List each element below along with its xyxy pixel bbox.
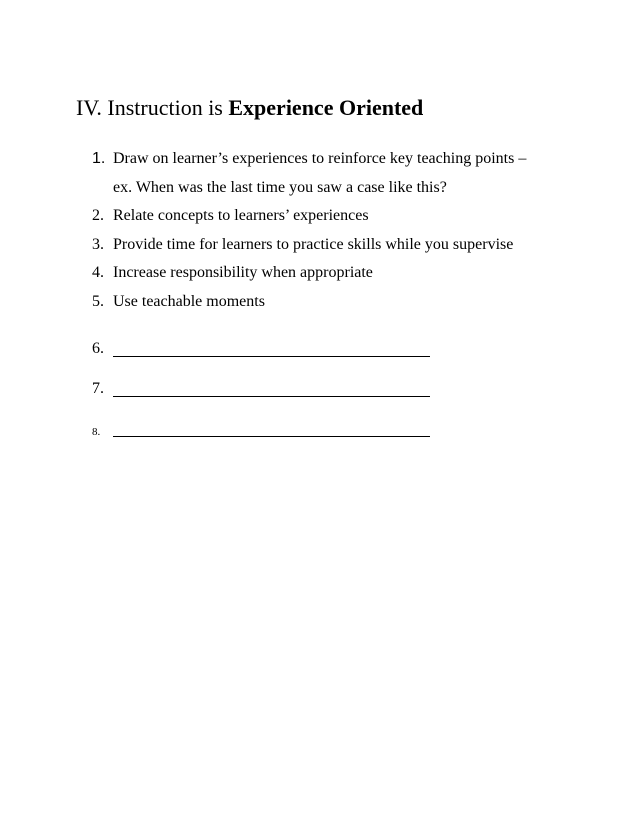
list-item-text: Provide time for learners to practice skills while you supervise — [113, 236, 514, 253]
list-item-text: Draw on learner’s experiences to reinforce key teaching points – — [113, 150, 527, 167]
fill-in-blank-line — [113, 356, 430, 357]
list-item-continuation: ex. When was the last time you saw a case like this? — [113, 179, 447, 196]
list-item — [92, 292, 265, 312]
list-item-number: 3. — [92, 236, 104, 253]
fill-in-blank-line — [113, 396, 430, 397]
list-item-text: Relate concepts to learners’ experiences — [113, 207, 369, 224]
list-item-number: 5. — [92, 293, 104, 310]
list-item — [92, 263, 373, 283]
list-item-number: 2. — [92, 207, 104, 224]
blank-list-item — [92, 378, 432, 400]
list-item — [92, 149, 526, 169]
list-item-number: 1. — [92, 150, 106, 167]
blank-list-item — [92, 338, 432, 360]
list-item — [92, 235, 513, 255]
list-item-number: 7. — [92, 380, 104, 397]
fill-in-blank-line — [113, 436, 430, 437]
heading-prefix: IV. Instruction is — [76, 95, 229, 120]
list-item-text: Use teachable moments — [113, 293, 265, 310]
list-item-number: 8. — [92, 426, 101, 438]
list-item-number: 4. — [92, 264, 104, 281]
list-item-text: Increase responsibility when appropriate — [113, 264, 373, 281]
list-item-number: 6. — [92, 340, 104, 357]
heading-bold-text: Experience Oriented — [228, 95, 424, 120]
blank-list-item — [92, 418, 432, 440]
section-heading — [76, 94, 423, 122]
list-item — [92, 206, 369, 226]
